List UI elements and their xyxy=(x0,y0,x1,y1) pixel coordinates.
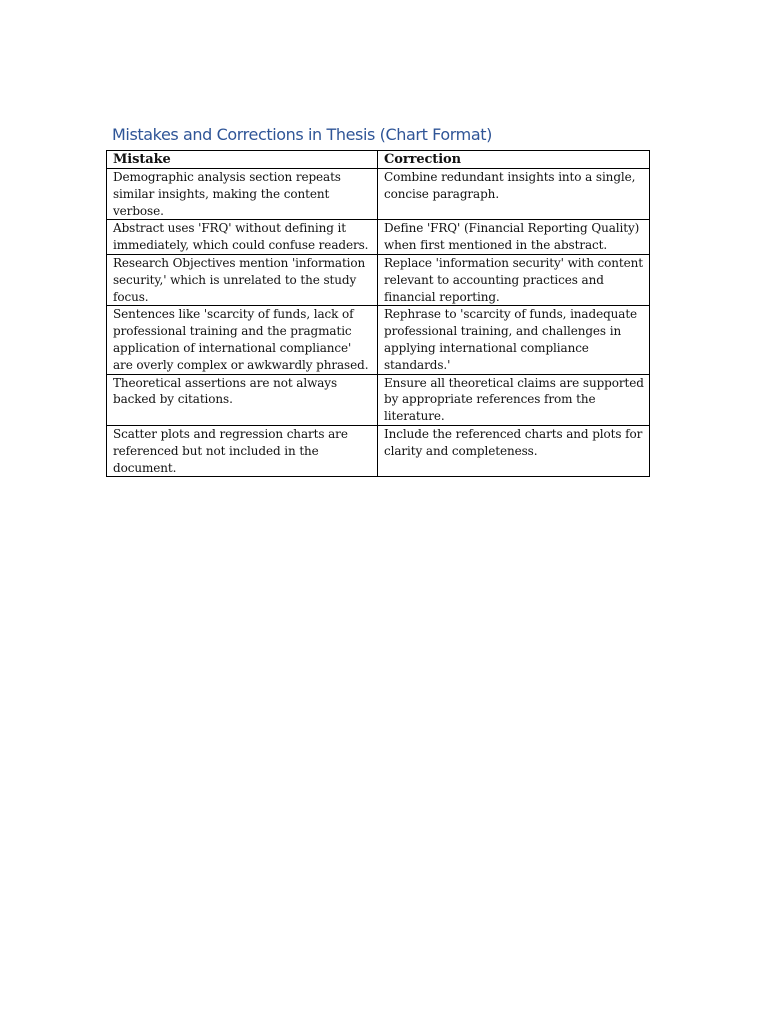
correction-cell: Include the referenced charts and plots for clarity and completeness. xyxy=(378,425,650,476)
table-row xyxy=(107,306,650,374)
mistake-cell: Demographic analysis section repeats similar insights, making the content verbose. xyxy=(107,169,378,220)
column-header-correction: Correction xyxy=(378,151,650,169)
correction-cell: Define 'FRQ' (Financial Reporting Quality) when first mentioned in the abstract. xyxy=(378,220,650,255)
table-row xyxy=(107,254,650,305)
correction-cell: Combine redundant insights into a single, concise paragraph. xyxy=(378,169,650,220)
mistake-cell: Abstract uses 'FRQ' without defining it immediately, which could confuse readers. xyxy=(107,220,378,255)
column-header-mistake: Mistake xyxy=(107,151,378,169)
mistake-cell: Research Objectives mention 'information security,' which is unrelated to the study focus. xyxy=(107,254,378,305)
mistake-cell: Scatter plots and regression charts are referenced but not included in the document. xyxy=(107,425,378,476)
document-title: Mistakes and Corrections in Thesis (Chart Format) xyxy=(112,125,492,144)
table-header-row xyxy=(107,151,650,169)
mistakes-corrections-table xyxy=(106,150,650,477)
correction-cell: Rephrase to 'scarcity of funds, inadequate professional training, and challenges in applying international compliance standards.' xyxy=(378,306,650,374)
correction-cell: Ensure all theoretical claims are supported by appropriate references from the literature. xyxy=(378,374,650,425)
mistake-cell: Theoretical assertions are not always backed by citations. xyxy=(107,374,378,425)
table-row xyxy=(107,220,650,255)
table-row xyxy=(107,425,650,476)
table-row xyxy=(107,169,650,220)
correction-cell: Replace 'information security' with content relevant to accounting practices and financial reporting. xyxy=(378,254,650,305)
table-row xyxy=(107,374,650,425)
mistake-cell: Sentences like 'scarcity of funds, lack of professional training and the pragmatic application of international compliance' are overly complex or awkwardly phrased. xyxy=(107,306,378,374)
